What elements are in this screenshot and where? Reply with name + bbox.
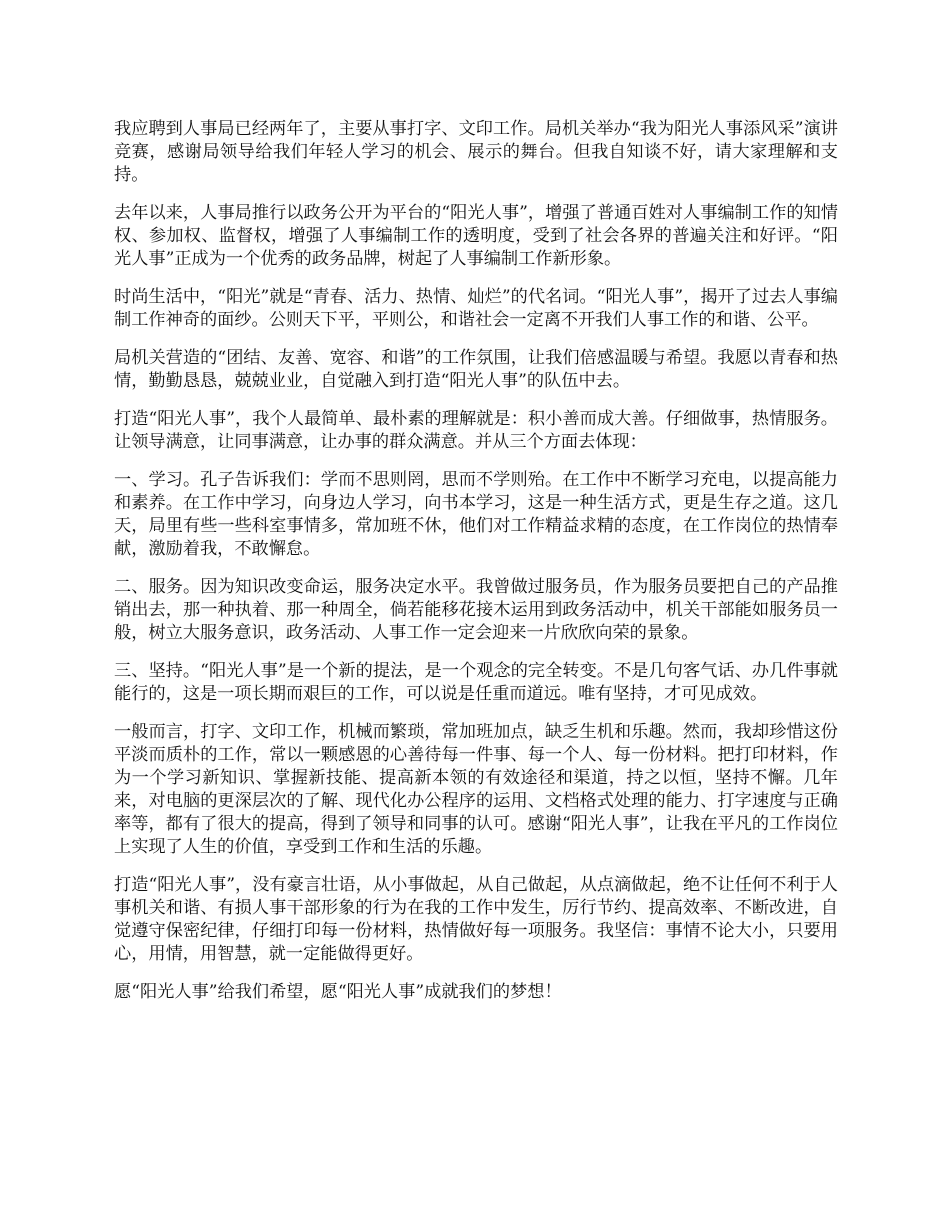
paragraph-1: 我应聘到人事局已经两年了，主要从事打字、文印工作。局机关举办“我为阳光人事添风采”演讲竞赛，感谢局领导给我们年轻人学习的机会、展示的舞台。但我自知谈不好，请大家理解和支持。	[114, 119, 838, 185]
paragraph-6: 一、学习。孔子告诉我们：学而不思则罔，思而不学则殆。在工作中不断学习充电，以提高能力和素养。在工作中学习，向身边人学习，向书本学习，这是一种生活方式，更是生存之道。这几天，局里有些一些科室事情多，常加班不休，他们对工作精益求精的态度，在工作岗位的热情奉献，激励着我，不敢懈怠。	[114, 470, 838, 559]
paragraph-8: 三、坚持。“阳光人事”是一个新的提法，是一个观念的完全转变。不是几句客气话、办几件事就能行的，这是一项长期而艰巨的工作，可以说是任重而道远。唯有坚持，才可见成效。	[114, 661, 838, 704]
document-body	[114, 118, 838, 1019]
paragraph-9: 一般而言，打字、文印工作，机械而繁琐，常加班加点，缺乏生机和乐趣。然而，我却珍惜这份平淡而质朴的工作，常以一颗感恩的心善待每一件事、每一个人、每一份材料。把打印材料，作为一个学习新知识、掌握新技能、提高新本领的有效途径和渠道，持之以恒，坚持不懈。几年来，对电脑的更深层次的了解、现代化办公程序的运用、文档格式处理的能力、打字速度与正确率等，都有了很大的提高，得到了领导和同事的认可。感谢“阳光人事”，让我在平凡的工作岗位上实现了人生的价值，享受到工作和生活的乐趣。	[114, 722, 838, 857]
paragraph-3: 时尚生活中，“阳光”就是“青春、活力、热情、灿烂”的代名词。“阳光人事”，揭开了过去人事编制工作神奇的面纱。公则天下平，平则公，和谐社会一定离不开我们人事工作的和谐、公平。	[114, 287, 838, 330]
paragraph-7: 二、服务。因为知识改变命运，服务决定水平。我曾做过服务员，作为服务员要把自己的产品推销出去，那一种执着、那一种周全，倘若能移花接木运用到政务活动中，机关干部能如服务员一般，树立大服务意识，政务活动、人事工作一定会迎来一片欣欣向荣的景象。	[114, 577, 838, 643]
paragraph-4: 局机关营造的“团结、友善、宽容、和谐”的工作氛围，让我们倍感温暖与希望。我愿以青春和热情，勤勤恳恳，兢兢业业，自觉融入到打造“阳光人事”的队伍中去。	[114, 348, 838, 391]
paragraph-2: 去年以来，人事局推行以政务公开为平台的“阳光人事”，增强了普通百姓对人事编制工作的知情权、参加权、监督权，增强了人事编制工作的透明度，受到了社会各界的普遍关注和好评。“阳光人事”正成为一个优秀的政务品牌，树起了人事编制工作新形象。	[114, 203, 838, 269]
paragraph-10: 打造“阳光人事”，没有豪言壮语，从小事做起，从自己做起，从点滴做起，绝不让任何不利于人事机关和谐、有损人事干部形象的行为在我的工作中发生，厉行节约、提高效率、不断改进，自觉遵守保密纪律，仔细打印每一份材料，热情做好每一项服务。我坚信：事情不论大小，只要用心，用情，用智慧，就一定能做得更好。	[114, 875, 838, 964]
paragraph-11: 愿“阳光人事”给我们希望，愿“阳光人事”成就我们的梦想！	[114, 982, 562, 1002]
paragraph-5: 打造“阳光人事”，我个人最简单、最朴素的理解就是：积小善而成大善。仔细做事，热情服务。让领导满意，让同事满意，让办事的群众满意。并从三个方面去体现：	[114, 409, 838, 452]
